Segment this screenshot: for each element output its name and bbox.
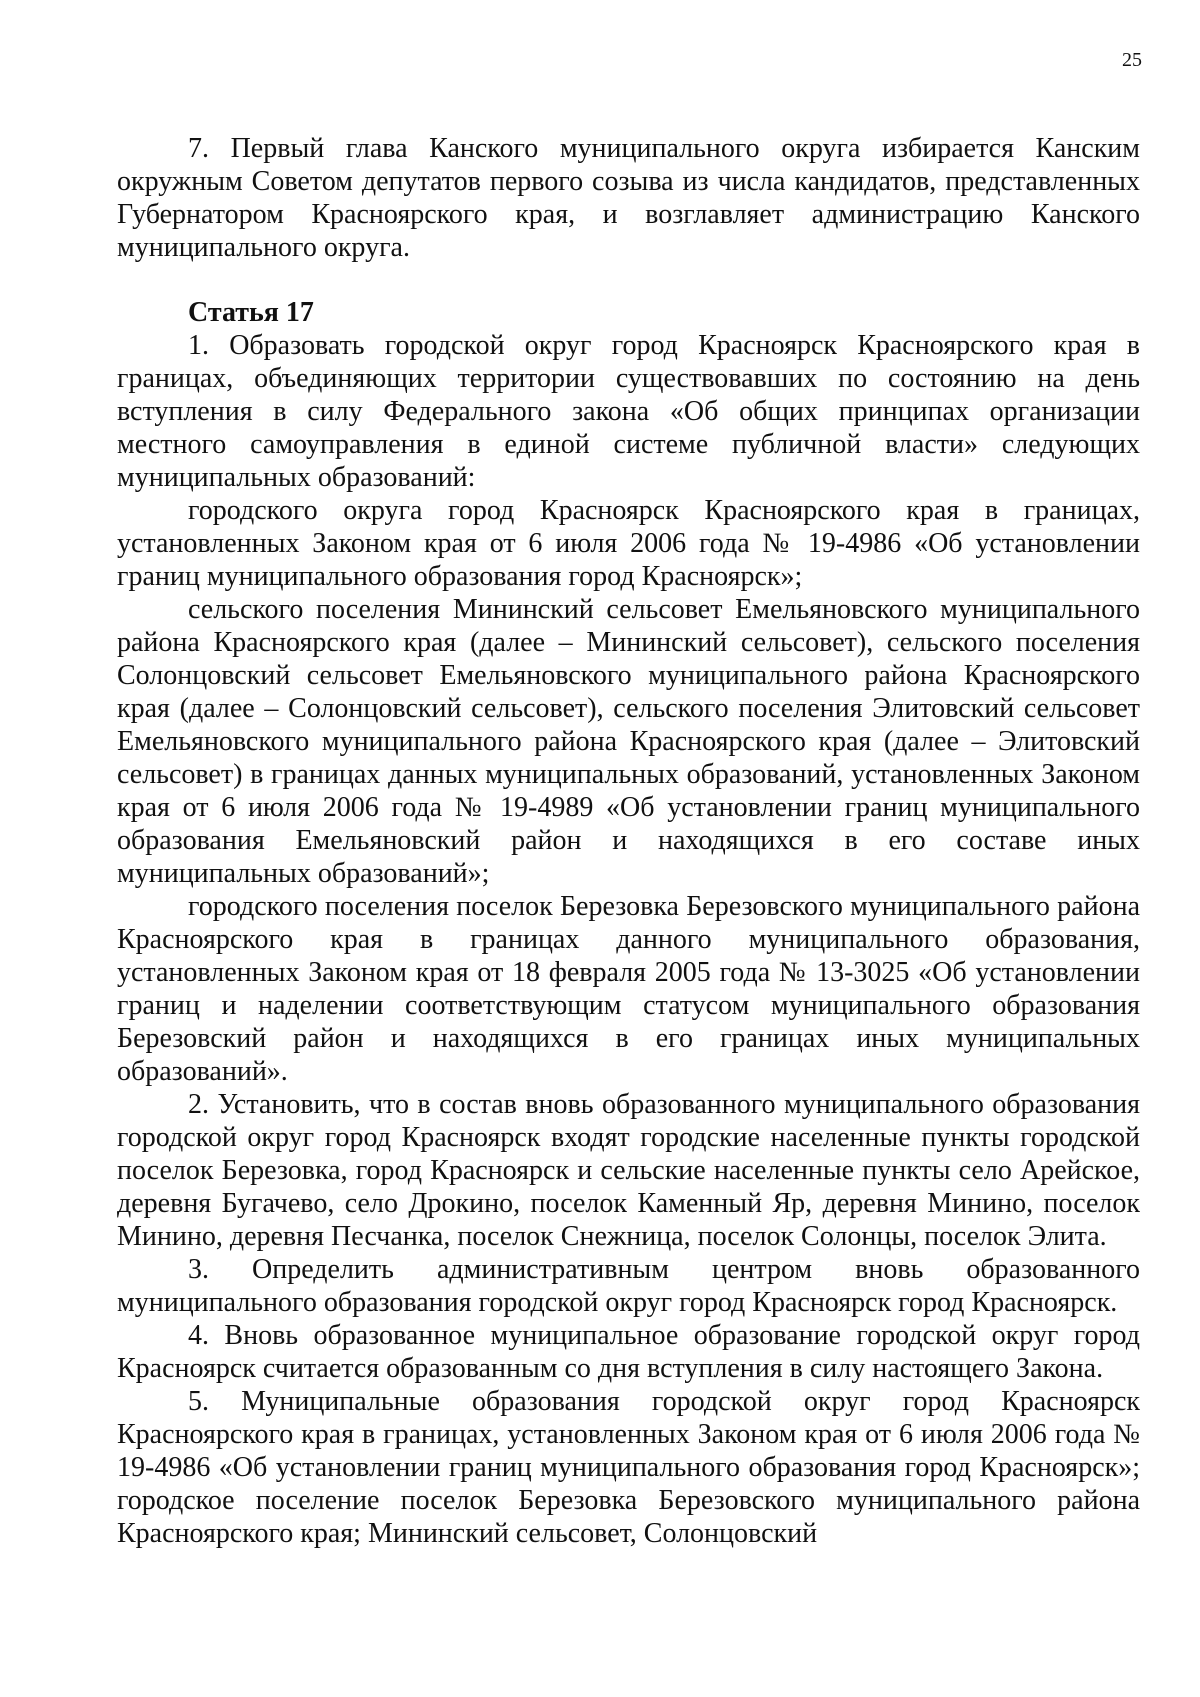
paragraph: 1. Образовать городской округ город Красноярск Красноярского края в границах, объединяющих территории существовавших по состоянию на день вступления в силу Федерального закона «Об общих принципах организации местного самоуправления в единой системе публичной власти» следующих муниципальных образований: xyxy=(117,330,1140,493)
document-body xyxy=(117,132,1140,1550)
page-number: 25 xyxy=(1122,49,1142,71)
paragraph: 2. Установить, что в состав вновь образованного муниципального образования городской округ город Красноярск входят городские населенные пункты городской поселок Березовка, город Красноярск и сельские населенные пункты село Арейское, деревня Бугачево, село Дрокино, поселок Каменный Яр, деревня Минино, поселок Минино, деревня Песчанка, поселок Снежница, поселок Солонцы, поселок Элита. xyxy=(117,1089,1140,1252)
paragraph: городского поселения поселок Березовка Березовского муниципального района Красноярского края в границах данного муниципального образования, установленных Законом края от 18 февраля 2005 года № 13-3025 «Об установлении границ и наделении соответствующим статусом муниципального образования Березовский район и находящихся в его границах иных муниципальных образований». xyxy=(117,891,1140,1087)
paragraph: городского округа город Красноярск Красноярского края в границах, установленных Законом края от 6 июля 2006 года № 19-4986 «Об установлении границ муниципального образования город Красноярск»; xyxy=(117,495,1140,592)
paragraph: 3. Определить административным центром вновь образованного муниципального образования городской округ город Красноярск город Красноярск. xyxy=(117,1254,1140,1318)
paragraph-7: 7. Первый глава Канского муниципального округа избирается Канским окружным Советом депутатов первого созыва из числа кандидатов, представленных Губернатором Красноярского края, и возглавляет администрацию Канского муниципального округа. xyxy=(117,133,1140,263)
paragraph: 4. Вновь образованное муниципальное образование городской округ город Красноярск считается образованным со дня вступления в силу настоящего Закона. xyxy=(117,1320,1140,1384)
paragraph: сельского поселения Мининский сельсовет Емельяновского муниципального района Красноярского края (далее – Мининский сельсовет), сельского поселения Солонцовский сельсовет Емельяновского муниципального района Красноярского края (далее – Солонцовский сельсовет), сельского поселения Элитовский сельсовет Емельяновского муниципального района Красноярского края (далее – Элитовский сельсовет) в границах данных муниципальных образований, установленных Законом края от 6 июля 2006 года № 19-4989 «Об установлении границ муниципального образования Емельяновский район и находящихся в его составе иных муниципальных образований»; xyxy=(117,594,1140,889)
paragraph: 5. Муниципальные образования городской округ город Красноярск Красноярского края в границах, установленных Законом края от 6 июля 2006 года № 19-4986 «Об установлении границ муниципального образования город Красноярск»; городское поселение поселок Березовка Березовского муниципального района Красноярского края; Мининский сельсовет, Солонцовский xyxy=(117,1386,1140,1549)
article-title: Статья 17 xyxy=(188,297,314,328)
